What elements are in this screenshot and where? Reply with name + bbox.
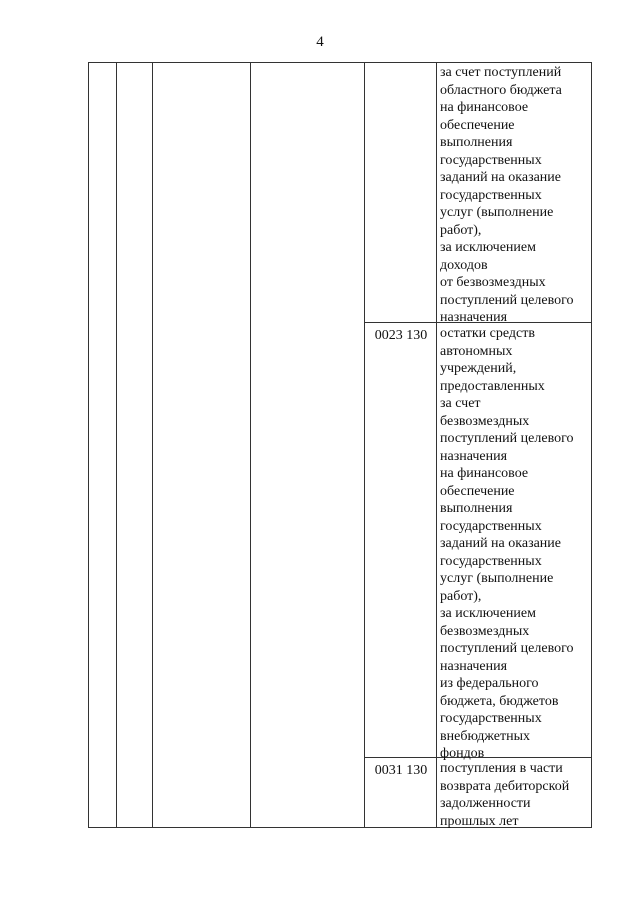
description-line: учреждений,: [440, 361, 517, 376]
description-line: назначения: [440, 448, 508, 464]
description-line: безвозмездных: [440, 623, 530, 639]
column-border: [250, 62, 251, 828]
description-line: на финансовое: [440, 466, 529, 481]
row-description: [440, 760, 592, 830]
row-description: [440, 64, 592, 327]
row-description: [440, 325, 592, 763]
description-line: предоставленных: [440, 378, 545, 394]
description-line: услуг (выполнение: [440, 571, 554, 586]
description-line: назначения: [440, 658, 508, 674]
description-line: остатки средств: [440, 326, 535, 341]
description-line: работ),: [440, 222, 482, 238]
description-line: государственных: [440, 711, 542, 726]
description-line: поступления в части: [440, 761, 563, 776]
column-border: [88, 62, 89, 828]
description-line: за исключением: [440, 606, 536, 621]
description-line: за исключением: [440, 240, 536, 255]
budget-table: [88, 62, 592, 828]
column-border: [116, 62, 117, 828]
description-line: обеспечение: [440, 483, 515, 499]
description-line: заданий на оказание: [440, 536, 562, 551]
description-line: доходов: [440, 257, 488, 273]
description-line: государственных: [440, 553, 542, 569]
description-line: поступлений целевого: [440, 641, 574, 656]
description-line: обеспечение: [440, 117, 515, 133]
description-line: от безвозмездных: [440, 275, 546, 290]
page-number: 4: [316, 34, 324, 50]
description-line: безвозмездных: [440, 413, 530, 429]
description-line: внебюджетных: [440, 728, 531, 744]
column-border: [152, 62, 153, 828]
row-code: 0023 130: [374, 328, 428, 343]
description-line: бюджета, бюджетов: [440, 693, 559, 709]
description-line: государственных: [440, 187, 542, 203]
description-line: из федерального: [440, 676, 539, 691]
column-border: [364, 62, 365, 828]
description-line: заданий на оказание: [440, 170, 562, 185]
description-line: возврата дебиторской: [440, 778, 570, 794]
description-line: областного бюджета: [440, 82, 562, 98]
description-line: прошлых лет: [440, 813, 519, 829]
description-line: задолженности: [440, 796, 531, 811]
description-line: поступлений целевого: [440, 292, 574, 308]
description-line: за счет поступлений: [440, 65, 562, 80]
row-code: 0031 130: [374, 763, 428, 778]
description-line: государственных: [440, 518, 542, 534]
description-line: выполнения: [440, 135, 513, 150]
description-line: назначения: [440, 310, 508, 325]
table-top-border: [88, 62, 592, 63]
description-line: поступлений целевого: [440, 431, 574, 446]
description-line: услуг (выполнение: [440, 205, 554, 220]
description-line: за счет: [440, 396, 481, 411]
description-line: на финансовое: [440, 100, 529, 115]
description-line: автономных: [440, 343, 513, 359]
description-line: государственных: [440, 152, 542, 168]
description-line: фондов: [440, 746, 485, 761]
description-line: работ),: [440, 588, 482, 604]
description-line: выполнения: [440, 501, 513, 516]
column-border: [436, 62, 437, 828]
